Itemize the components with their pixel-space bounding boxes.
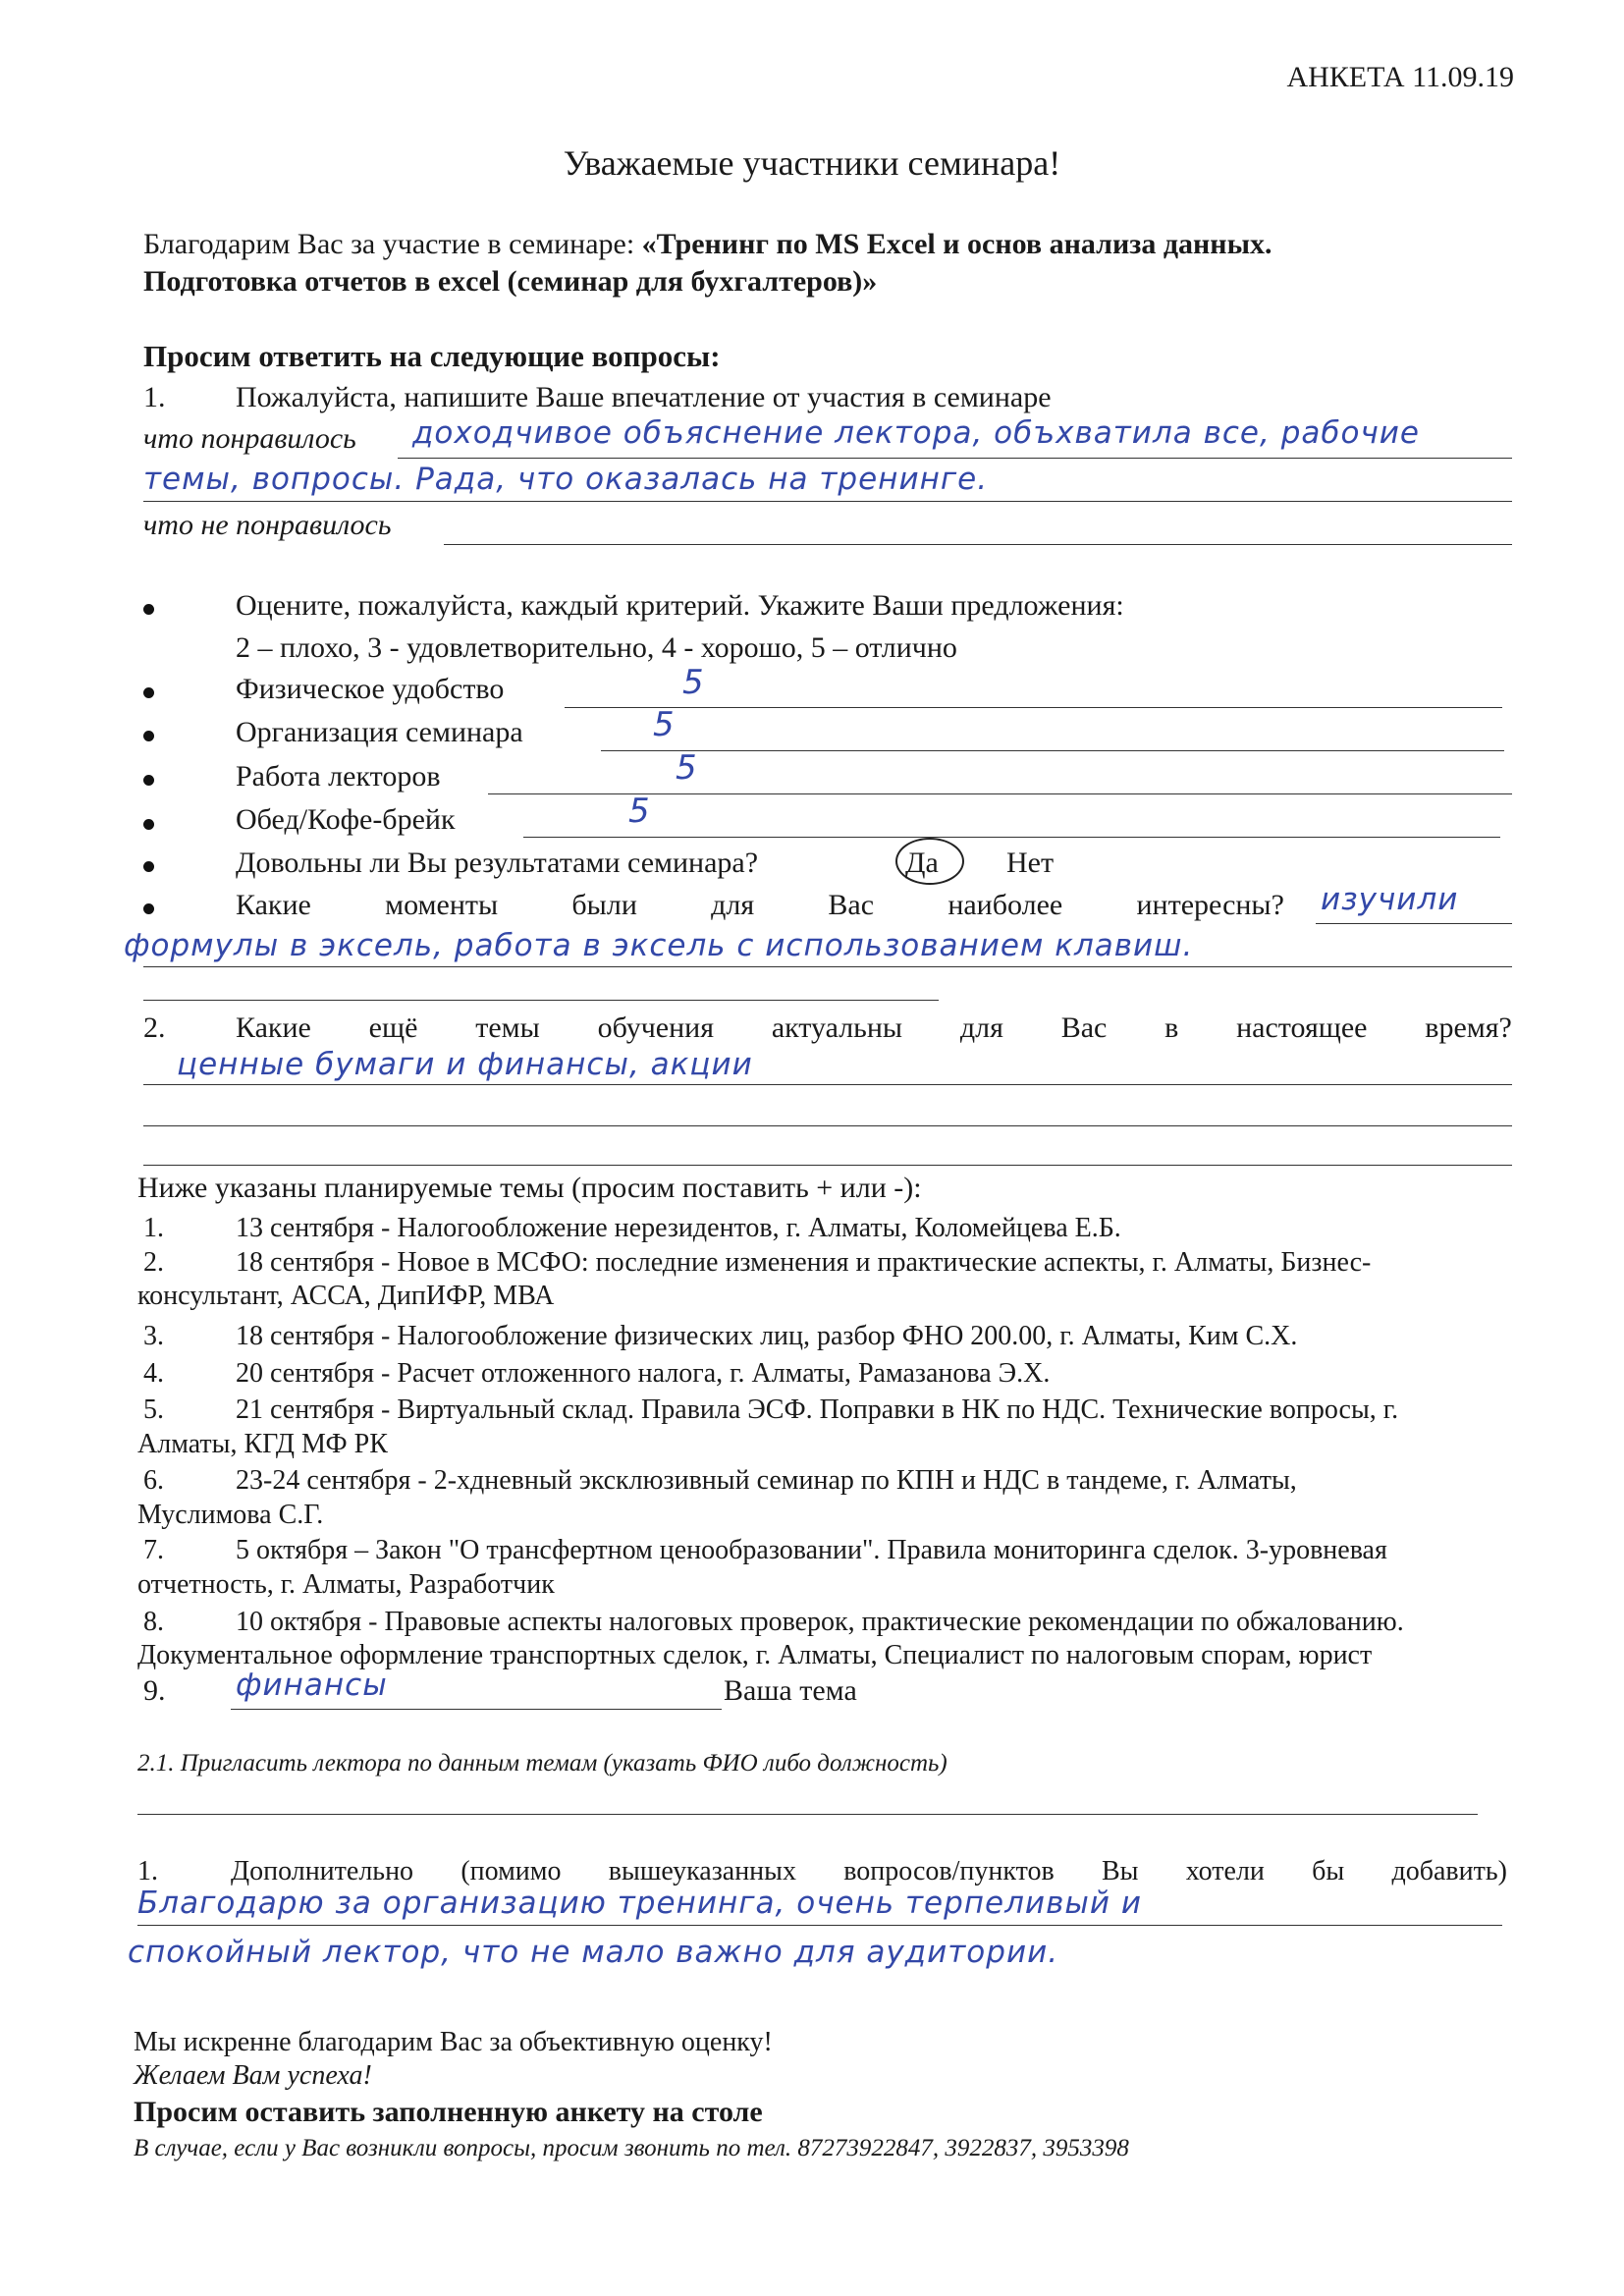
rating-value-physical: 5 xyxy=(682,663,705,702)
item9-line xyxy=(231,1709,722,1710)
questions-heading: Просим ответить на следующие вопросы: xyxy=(143,339,721,373)
bullet xyxy=(143,731,154,741)
invite-text: 2.1. Пригласить лектора по данным темам (указать ФИО либо должность) xyxy=(137,1750,947,1777)
planned-text: Расчет отложенного налога, г. Алматы, Рамазанова Э.Х. xyxy=(397,1358,1051,1389)
additional-answer-1: Благодарю за организацию тренинга, очень терпеливый и xyxy=(137,1886,1142,1921)
topics-line-1 xyxy=(143,1084,1512,1085)
word: интересны? xyxy=(1136,889,1284,921)
ratings-scale: 2 – плохо, 3 - удовлетворительно, 4 - хорошо, 5 – отлично xyxy=(236,631,957,664)
answer-yes: Да xyxy=(905,847,939,879)
liked-answer-1: доходчивое объяснение лектора, объхватила все, рабочие xyxy=(412,415,1421,451)
topics-answer: ценные бумаги и финансы, акции xyxy=(177,1047,753,1082)
planned-item-4 xyxy=(236,1358,1050,1390)
bullet xyxy=(143,604,154,615)
rating-value-lecturers: 5 xyxy=(676,748,698,788)
ratings-intro: Оцените, пожалуйста, каждый критерий. Укажите Ваши предложения: xyxy=(236,589,1124,622)
rating-line-physical xyxy=(565,707,1502,708)
planned-num: 9. xyxy=(143,1674,166,1707)
bullet xyxy=(143,861,154,872)
q1-number: 1. xyxy=(143,381,166,413)
planned-date: 18 сентября - xyxy=(236,1321,398,1351)
planned-item-6 xyxy=(236,1465,1297,1497)
interesting-answer-1: изучили xyxy=(1321,882,1459,917)
planned-item-2 xyxy=(236,1247,1371,1279)
interesting-question xyxy=(236,889,1284,922)
additional-question xyxy=(231,1856,1507,1887)
interesting-answer-2: формулы в эксель, работа в эксель с использованием клавиш. xyxy=(124,928,1194,963)
word: актуальны xyxy=(771,1011,903,1044)
word: Вас xyxy=(1060,1011,1108,1044)
satisfied-question: Довольны ли Вы результатами семинара? xyxy=(236,847,759,879)
rating-label-physical: Физическое удобство xyxy=(236,673,505,705)
planned-date: 23-24 сентября - xyxy=(236,1465,434,1496)
planned-date: 13 сентября - xyxy=(236,1213,398,1243)
word: (помимо xyxy=(460,1856,562,1886)
interesting-line-2 xyxy=(143,966,1512,967)
word: для xyxy=(711,889,755,921)
seminar-title-1: «Тренинг по MS Excel и основ анализа данных. xyxy=(641,228,1272,260)
footer-contact: В случае, если у Вас возникли вопросы, просим звонить по тел. 87273922847, 3922837, 3953398 xyxy=(134,2135,1129,2161)
planned-date: 20 сентября - xyxy=(236,1358,398,1389)
word: вопросов/пунктов xyxy=(843,1856,1055,1886)
planned-cont: Алматы, КГД МФ РК xyxy=(137,1429,388,1459)
rating-label-organization: Организация семинара xyxy=(236,716,523,748)
item9-answer: финансы xyxy=(236,1667,388,1703)
rating-value-coffee: 5 xyxy=(628,792,651,831)
topics-line-3 xyxy=(143,1165,1512,1166)
planned-item-3 xyxy=(236,1321,1297,1352)
word: моменты xyxy=(385,889,499,921)
q1-text: Пожалуйста, напишите Ваше впечатление от участия в семинаре xyxy=(236,381,1052,413)
planned-num: 4. xyxy=(143,1358,164,1389)
planned-date: 18 сентября - xyxy=(236,1247,398,1278)
word: ещё xyxy=(368,1011,418,1044)
word: были xyxy=(571,889,637,921)
planned-heading: Ниже указаны планируемые темы (просим поставить + или -): xyxy=(137,1172,922,1204)
bullet xyxy=(143,819,154,830)
rating-label-lecturers: Работа лекторов xyxy=(236,760,441,793)
word: Какие xyxy=(236,1011,311,1044)
word: время? xyxy=(1425,1011,1512,1044)
planned-num: 2. xyxy=(143,1247,164,1278)
word: Вас xyxy=(828,889,875,921)
planned-date: 10 октября - xyxy=(236,1607,385,1637)
disliked-line xyxy=(444,544,1512,545)
q2-number: 2. xyxy=(143,1011,166,1044)
word: настоящее xyxy=(1236,1011,1368,1044)
planned-cont: Муслимова С.Г. xyxy=(137,1500,324,1530)
planned-cont: Документальное оформление транспортных сделок, г. Алматы, Специалист по налоговым спорам, юрист xyxy=(137,1640,1373,1670)
planned-text: Новое в МСФО: последние изменения и практические аспекты, г. Алматы, Бизнес- xyxy=(397,1247,1372,1278)
word: для xyxy=(959,1011,1003,1044)
additional-line-1 xyxy=(137,1925,1502,1926)
answer-no: Нет xyxy=(1006,847,1055,879)
planned-item-8 xyxy=(236,1607,1404,1638)
interesting-line-3 xyxy=(143,1000,939,1001)
planned-num: 8. xyxy=(143,1607,164,1637)
word: бы xyxy=(1312,1856,1345,1886)
form-title: АНКЕТА 11.09.19 xyxy=(1286,61,1514,93)
planned-num: 7. xyxy=(143,1535,164,1565)
word: хотели xyxy=(1185,1856,1265,1886)
liked-line-1 xyxy=(398,458,1512,459)
planned-text: 2-хдневный эксклюзивный семинар по КПН и НДС в тандеме, г. Алматы, xyxy=(433,1465,1297,1496)
bullet xyxy=(143,903,154,914)
word: вышеуказанных xyxy=(608,1856,796,1886)
q2-text xyxy=(236,1011,1512,1045)
item9-label: Ваша тема xyxy=(724,1674,857,1707)
planned-item-5 xyxy=(236,1394,1398,1426)
planned-num: 3. xyxy=(143,1321,164,1351)
seminar-title-2: Подготовка отчетов в excel (семинар для бухгалтеров)» xyxy=(143,265,878,298)
planned-item-1 xyxy=(236,1213,1121,1244)
interesting-line-1 xyxy=(1316,923,1512,924)
greeting: Уважаемые участники семинара! xyxy=(563,143,1061,183)
word: обучения xyxy=(597,1011,715,1044)
planned-text: Закон "О трансфертном ценообразовании". Правила мониторинга сделок. 3-уровневая xyxy=(375,1535,1387,1565)
planned-cont: консультант, АССА, ДипИФР, МВА xyxy=(137,1281,555,1311)
word: Вы xyxy=(1101,1856,1139,1886)
liked-answer-2: темы, вопросы. Рада, что оказалась на тренинге. xyxy=(143,462,989,497)
planned-num: 6. xyxy=(143,1465,164,1496)
thanks-line xyxy=(143,228,1272,261)
bullet xyxy=(143,775,154,786)
rating-value-organization: 5 xyxy=(653,705,676,744)
planned-text: Налогообложение физических лиц, разбор ФНО 200.00, г. Алматы, Ким С.Х. xyxy=(397,1321,1298,1351)
planned-text: Налогообложение нерезидентов, г. Алматы, Коломейцева Е.Б. xyxy=(397,1213,1121,1243)
topics-line-2 xyxy=(143,1125,1512,1126)
word: Дополнительно xyxy=(231,1856,414,1886)
additional-answer-2: спокойный лектор, что не мало важно для аудитории. xyxy=(128,1935,1059,1970)
rating-line-organization xyxy=(601,750,1504,751)
word: добавить) xyxy=(1391,1856,1507,1886)
liked-line-2 xyxy=(143,501,1512,502)
bullet xyxy=(143,687,154,698)
word: наиболее xyxy=(947,889,1063,921)
disliked-label: что не понравилось xyxy=(143,509,392,541)
word: Какие xyxy=(236,889,311,921)
planned-cont: отчетность, г. Алматы, Разработчик xyxy=(137,1569,555,1600)
planned-text: Виртуальный склад. Правила ЭСФ. Поправки в НК по НДС. Технические вопросы, г. xyxy=(397,1394,1399,1425)
footer-wish: Желаем Вам успеха! xyxy=(134,2060,372,2091)
planned-date: 21 сентября - xyxy=(236,1394,398,1425)
word: в xyxy=(1164,1011,1179,1044)
planned-date: 5 октября – xyxy=(236,1535,376,1565)
planned-text: Правовые аспекты налоговых проверок, практические рекомендации по обжалованию. xyxy=(384,1607,1404,1637)
footer-thanks: Мы искренне благодарим Вас за объективную оценку! xyxy=(134,2027,773,2057)
liked-label: что понравилось xyxy=(143,422,356,455)
rating-label-coffee: Обед/Кофе-брейк xyxy=(236,803,456,836)
planned-num: 5. xyxy=(143,1394,164,1425)
rating-line-coffee xyxy=(523,837,1500,838)
additional-number: 1. xyxy=(137,1856,158,1886)
word: темы xyxy=(475,1011,540,1044)
footer-leave-form: Просим оставить заполненную анкету на столе xyxy=(134,2096,763,2128)
thanks-prefix: Благодарим Вас за участие в семинаре: xyxy=(143,228,642,260)
planned-num: 1. xyxy=(143,1213,164,1243)
invite-line xyxy=(137,1814,1478,1815)
planned-item-7 xyxy=(236,1535,1387,1566)
